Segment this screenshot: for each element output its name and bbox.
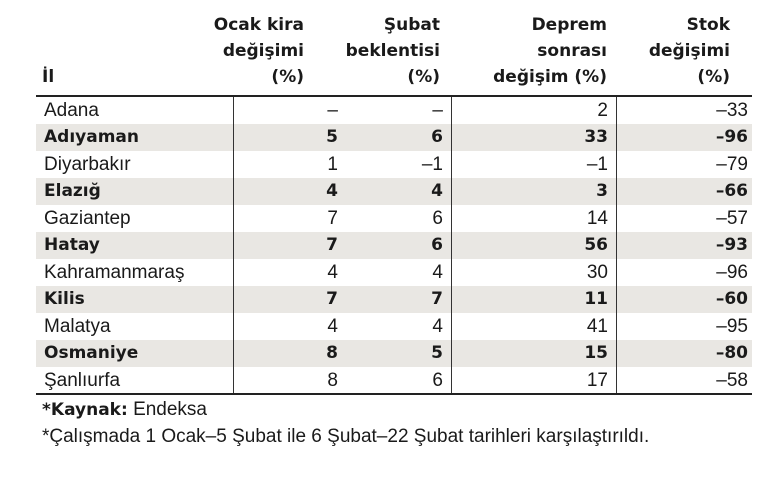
province-name: Kilis (44, 289, 85, 309)
table-body (36, 97, 752, 394)
stok-degisimi-value: –33 (716, 100, 748, 121)
subat-beklenti-value: 5 (431, 343, 443, 363)
stok-degisimi-value: –60 (715, 289, 748, 309)
stok-degisimi-value: –95 (716, 316, 748, 337)
stok-degisimi-value: –96 (715, 127, 748, 147)
subat-beklenti-value: 4 (431, 181, 443, 201)
source-label: *Kaynak: (42, 400, 128, 420)
ocak-kira-value: 7 (326, 289, 338, 309)
table-row (36, 313, 752, 340)
ocak-kira-value: 7 (327, 208, 338, 229)
ocak-kira-value: 5 (326, 127, 338, 147)
header-line: Stok (686, 15, 730, 35)
header-line: beklentisi (345, 41, 440, 61)
header-deprem-sonrasi-degisim (493, 12, 607, 90)
table-row (36, 340, 752, 367)
province-name: Elazığ (44, 181, 101, 201)
subat-beklenti-value: – (432, 100, 443, 121)
header-line: Deprem (531, 15, 607, 35)
province-name: Şanlıurfa (44, 370, 121, 391)
province-name: Kahramanmaraş (44, 262, 185, 283)
stok-degisimi-value: –58 (716, 370, 748, 391)
table-row (36, 151, 752, 178)
header-line: Ocak kira (213, 15, 304, 35)
ocak-kira-value: 4 (327, 262, 338, 283)
province-name: Hatay (44, 235, 100, 255)
header-line: sonrası (537, 41, 607, 61)
header-line: değişimi (648, 41, 730, 61)
ocak-kira-value: 8 (326, 343, 338, 363)
header-line: (%) (271, 67, 304, 87)
source-value: Endeksa (133, 399, 208, 420)
column-divider (233, 97, 234, 394)
province-name: Adana (44, 100, 99, 121)
table-header (0, 0, 770, 96)
footnote: *Çalışmada 1 Ocak–5 Şubat ile 6 Şubat–22 Şubat tarihleri karşılaştırıldı. (42, 426, 650, 447)
header-il (42, 64, 54, 90)
subat-beklenti-value: –1 (421, 154, 443, 175)
table-bottom-rule (36, 393, 752, 395)
table-row (36, 232, 752, 259)
header-line: değişim (%) (493, 67, 607, 87)
stok-degisimi-value: –96 (716, 262, 748, 283)
ocak-kira-value: 4 (327, 316, 338, 337)
table-row (36, 97, 752, 124)
ocak-kira-value: 1 (327, 154, 338, 175)
stok-degisimi-value: –79 (716, 154, 748, 175)
column-divider (616, 97, 617, 394)
deprem-sonrasi-value: 14 (586, 208, 608, 229)
table-row (36, 124, 752, 151)
subat-beklenti-value: 6 (431, 235, 443, 255)
subat-beklenti-value: 6 (432, 370, 443, 391)
subat-beklenti-value: 4 (432, 262, 443, 283)
header-ocak-kira-degisimi (214, 12, 304, 90)
stok-degisimi-value: –80 (715, 343, 748, 363)
header-line: değişimi (222, 41, 304, 61)
province-name: Malatya (44, 316, 111, 337)
table-row (36, 205, 752, 232)
subat-beklenti-value: 6 (431, 127, 443, 147)
deprem-sonrasi-value: 33 (584, 127, 608, 147)
stok-degisimi-value: –93 (715, 235, 748, 255)
province-name: Gaziantep (44, 208, 131, 229)
header-il-label: İl (42, 67, 55, 87)
deprem-sonrasi-value: –1 (586, 154, 608, 175)
subat-beklenti-value: 4 (432, 316, 443, 337)
province-name: Osmaniye (44, 343, 139, 363)
table-row (36, 178, 752, 205)
column-divider (451, 97, 452, 394)
deprem-sonrasi-value: 3 (596, 181, 608, 201)
ocak-kira-value: – (327, 100, 338, 121)
header-stok-degisimi (649, 12, 730, 90)
ocak-kira-value: 7 (326, 235, 338, 255)
header-line: Şubat (383, 15, 440, 35)
header-subat-beklentisi (346, 12, 440, 90)
province-name: Adıyaman (44, 127, 139, 147)
deprem-sonrasi-value: 41 (586, 316, 608, 337)
deprem-sonrasi-value: 56 (584, 235, 608, 255)
subat-beklenti-value: 6 (432, 208, 443, 229)
source-line (42, 397, 207, 423)
deprem-sonrasi-value: 11 (584, 289, 608, 309)
deprem-sonrasi-value: 30 (586, 262, 608, 283)
deprem-sonrasi-value: 2 (597, 100, 608, 121)
deprem-sonrasi-value: 15 (584, 343, 608, 363)
stok-degisimi-value: –66 (715, 181, 748, 201)
table-row (36, 286, 752, 313)
header-line: (%) (697, 67, 730, 87)
stok-degisimi-value: –57 (716, 208, 748, 229)
ocak-kira-value: 4 (326, 181, 338, 201)
deprem-sonrasi-value: 17 (586, 370, 608, 391)
province-name: Diyarbakır (44, 154, 131, 175)
header-line: (%) (407, 67, 440, 87)
ocak-kira-value: 8 (327, 370, 338, 391)
subat-beklenti-value: 7 (431, 289, 443, 309)
table-row (36, 259, 752, 286)
table-row (36, 367, 752, 394)
